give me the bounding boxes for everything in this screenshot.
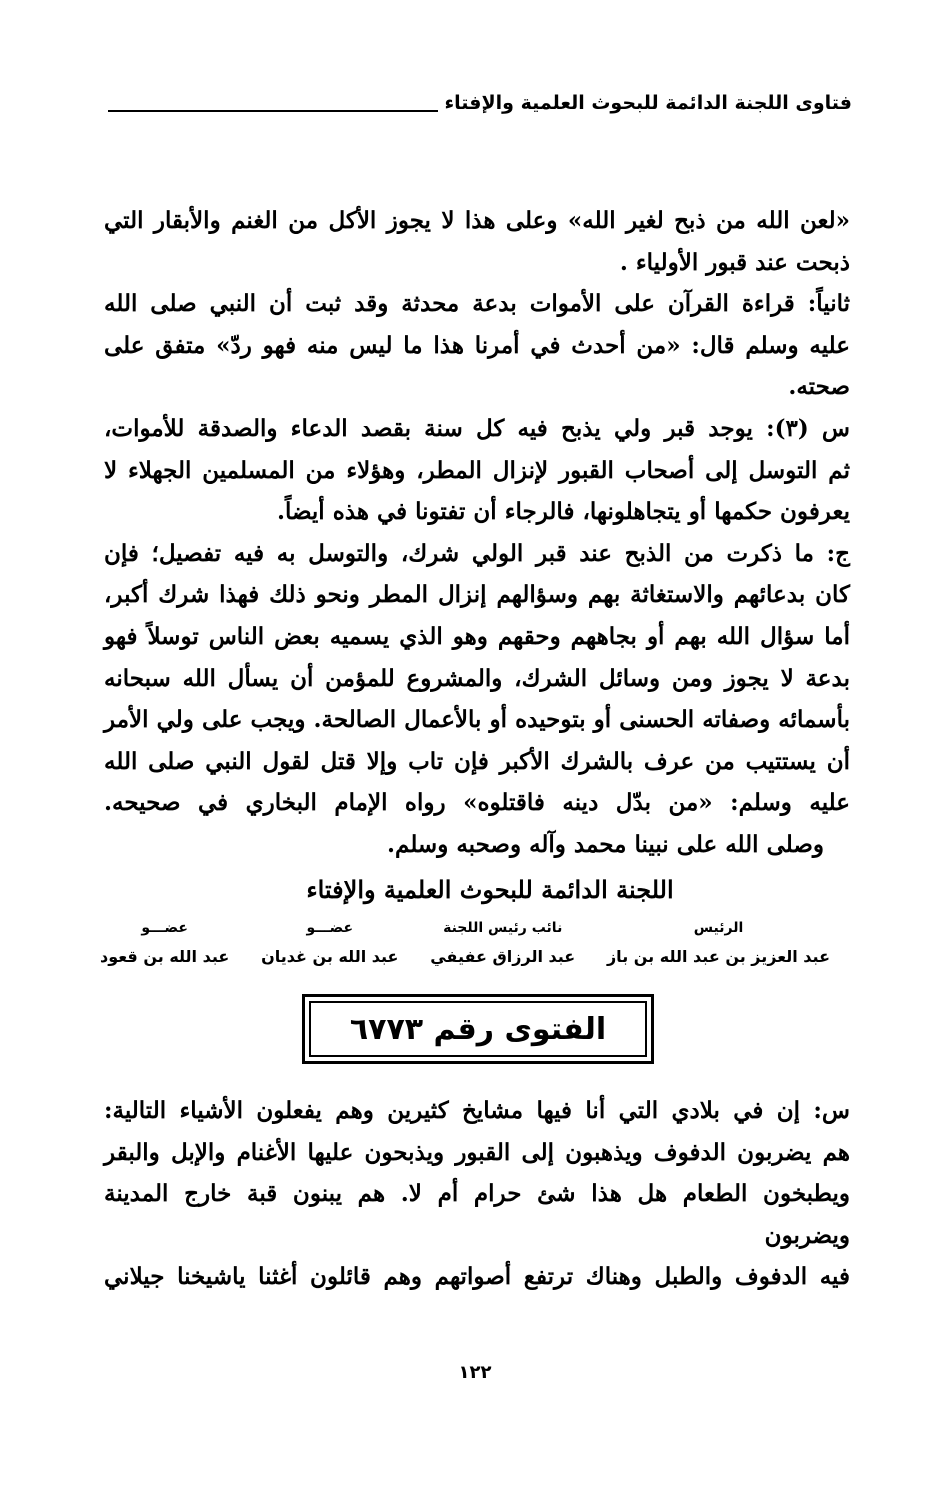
paragraph-line: ويطبخون الطعام هل هذا شئ حرام أم لا. هم يبنون قبة خارج المدينة ويضربون	[104, 1180, 850, 1249]
body-text-bottom	[104, 1090, 850, 1298]
signature-vice-president	[430, 916, 575, 976]
signature-role: نائب رئيس اللجنة	[443, 920, 563, 936]
paragraph-line: بأسمائه وصفاته الحسنى أو بتوحيده أو بالأعمال الصالحة. ويجب على ولي الأمر	[104, 706, 850, 734]
signature-role: عضـــو	[141, 920, 188, 936]
paragraph-line: س (٣): يوجد قبر ولي يذبح فيه كل سنة بقصد الدعاء والصدقة للأموات،	[104, 414, 851, 442]
paragraph-line: ثم التوسل إلى أصحاب القبور لإنزال المطر، وهؤلاء من المسلمين الجهلاء لا	[104, 456, 850, 484]
signature-row	[100, 916, 830, 976]
paragraph-line: عليه وسلم قال: «من أحدث في أمرنا هذا ما ليس منه فهو ردّ» متفق على	[104, 331, 850, 359]
signature-name: عبد الرزاق عفيفي	[430, 947, 576, 966]
paragraph-line: صحته.	[788, 373, 850, 401]
fatwa-number-title: الفتوى رقم ٦٧٧٣	[309, 1001, 647, 1057]
signature-name: عبد العزيز بن عبد الله بن باز	[606, 947, 830, 966]
paragraph-line: «لعن الله من ذبح لغير الله» وعلى هذا لا يجوز الأكل من الغنم والأبقار التي	[104, 207, 850, 234]
paragraph-line: بدعة لا يجوز ومن وسائل الشرك، والمشروع للمؤمن أن يسأل الله سبحانه	[104, 664, 850, 692]
paragraph-line: أن يستتيب من عرف بالشرك الأكبر فإن تاب وإلا قتل لقول النبي صلى الله	[104, 747, 850, 775]
running-header-title: فتاوى اللجنة الدائمة للبحوث العلمية والإفتاء	[444, 92, 852, 114]
paragraph-line: كان بدعائهم والاستغاثة بهم وسؤالهم إنزال المطر ونحو ذلك فهذا شرك أكبر،	[104, 581, 850, 609]
signature-role: عضـــو	[306, 920, 354, 936]
paragraph-line: هم يضربون الدفوف ويذهبون إلى القبور ويذبحون عليها الأغنام والإبل والبقر	[104, 1138, 850, 1166]
paragraph-line: أما سؤال الله بهم أو بجاههم وحقهم وهو الذي يسميه بعض الناس توسلاً فهو	[104, 622, 850, 650]
running-header	[108, 78, 852, 118]
signature-president	[607, 916, 830, 976]
signature-name: عبد الله بن قعود	[100, 947, 230, 966]
paragraph-line: عليه وسلم: «من بدّل دينه فاقتلوه» رواه الإمام البخاري في صحيحه.	[104, 789, 850, 817]
signature-member	[100, 916, 229, 976]
paragraph-line: س: إن في بلادي التي أنا فيها مشايخ كثيرين وهم يفعلون الأشياء التالية:	[104, 1097, 850, 1124]
paragraph-line: وصلى الله على نبينا محمد وآله وصحبه وسلم.	[387, 830, 824, 858]
paragraph-line: ج: ما ذكرت من الذبح عند قبر الولي شرك، والتوسل به فيه تفصيل؛ فإن	[104, 539, 850, 567]
header-rule	[108, 110, 438, 112]
signature-role: الرئيس	[693, 920, 744, 936]
paragraph-line: ثانياً: قراءة القرآن على الأموات بدعة محدثة وقد ثبت أن النبي صلى الله	[104, 290, 850, 318]
page-number: ١٢٢	[458, 1362, 492, 1383]
body-text-top	[104, 200, 850, 866]
paragraph-line: ذبحت عند قبور الأولياء .	[619, 248, 850, 276]
paragraph-line: فيه الدفوف والطبل وهناك ترتفع أصواتهم وهم قائلون أغثنا ياشيخنا جيلاني	[104, 1263, 850, 1291]
committee-name: اللجنة الدائمة للبحوث العلمية والإفتاء	[306, 875, 674, 904]
signature-member	[261, 916, 398, 976]
paragraph-line: يعرفون حكمها أو يتجاهلونها، فالرجاء أن تفتونا في هذه أيضاً.	[276, 498, 850, 526]
fatwa-number-box	[302, 994, 654, 1064]
signature-name: عبد الله بن غديان	[261, 947, 399, 966]
